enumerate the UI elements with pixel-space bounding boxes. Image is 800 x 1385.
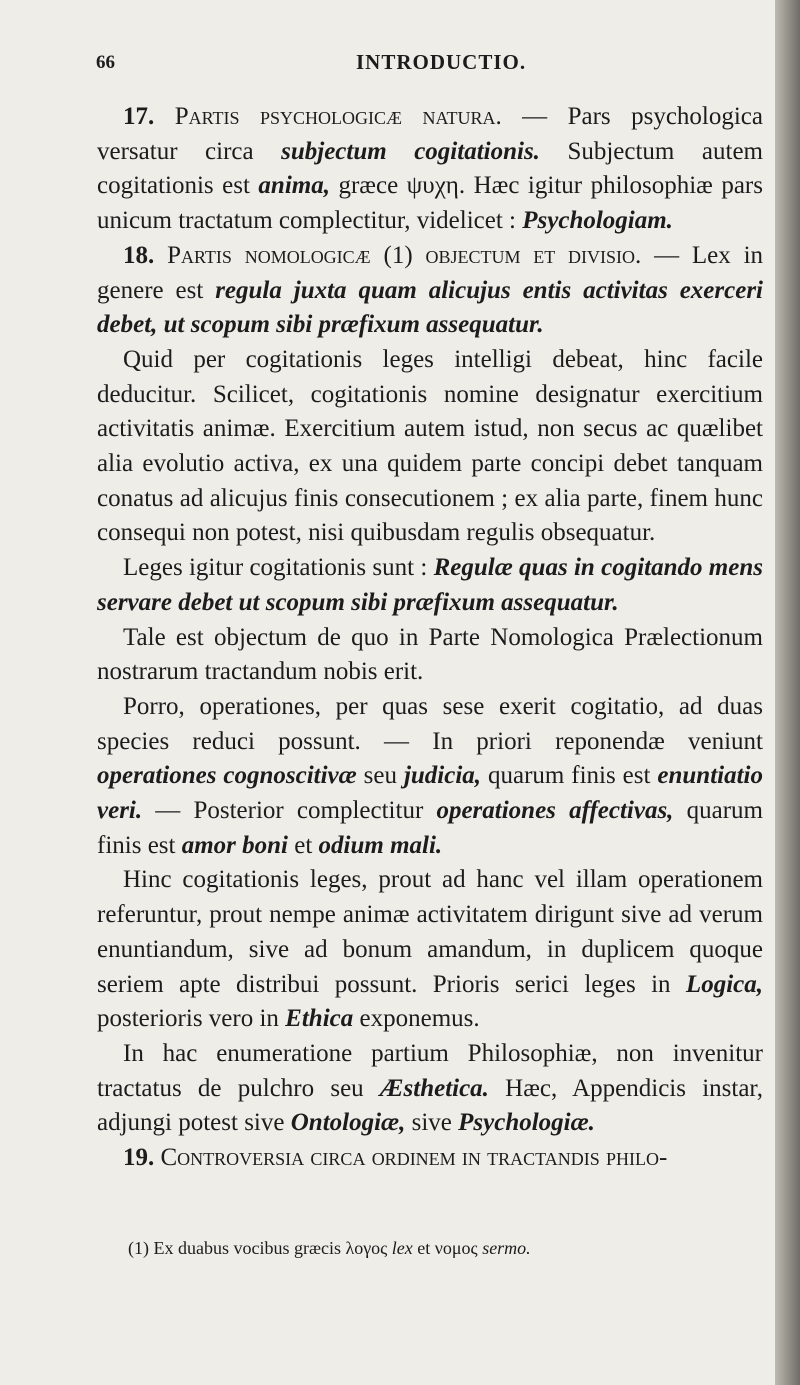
text: (1) Ex duabus vocibus græcis λογος xyxy=(128,1238,392,1258)
section-17 xyxy=(97,100,763,239)
text: In hac enumeratione partium Philosophiæ, non invenitur tractatus de pulchro seu xyxy=(97,1039,763,1102)
italic-term: Logica, xyxy=(685,970,763,998)
italic-term: sermo. xyxy=(482,1238,531,1258)
page-body xyxy=(97,100,763,1176)
text: Hinc cogitationis leges, prout ad hanc vel illam operationem referuntur, prout nempe animæ activitatem dirigunt sive ad verum enuntiandum, sive ad bonum amandum, in duplicem quoque seriem apte distribui possunt. Prioris serici leges in xyxy=(97,866,763,998)
book-spine-shadow xyxy=(775,0,800,1385)
text: Porro, operationes, per quas sese exerit cogitatio, ad duas species reduci possunt. — In priori reponendæ veniunt xyxy=(97,692,763,755)
text: et νομος xyxy=(412,1238,483,1258)
paragraph: Quid per cogitationis leges intelligi debeat, hinc facile deducitur. Scilicet, cogitationis nomine designatur exercitium activitatis animæ. Exercitium autem istud, non secus ac quælibet alia evolutio activa, ex una quidem parte concipi debet tanquam conatus ad alicujus finis consecutionem ; ex alia parte, finem hunc consequi non potest, nisi quibusdam regulis obsequatur. xyxy=(97,345,763,547)
text: posterioris vero in xyxy=(97,1005,286,1033)
italic-term: anima, xyxy=(258,172,330,200)
dash: — xyxy=(501,103,568,130)
italic-term: Ethica xyxy=(285,1005,354,1033)
running-title: INTRODUCTIO. xyxy=(356,50,527,74)
italic-term: operationes cognoscitivæ xyxy=(97,762,357,790)
text: exponemus. xyxy=(353,1005,480,1033)
page-header xyxy=(96,46,736,80)
section-19 xyxy=(97,1141,763,1176)
paragraph xyxy=(97,863,763,1037)
italic-term: Regulæ quas in cogitando mens servare debet ut scopum sibi præfixum assequatur. xyxy=(97,554,763,616)
page-number: 66 xyxy=(96,52,115,73)
section-heading: Partis nomologicæ (1) objectum et divisio. xyxy=(167,241,642,269)
text: quarum finis est xyxy=(97,797,763,859)
text: quarum finis est xyxy=(481,762,658,790)
text: sive xyxy=(405,1109,459,1137)
paragraph xyxy=(97,690,763,864)
italic-term: Psychologiam. xyxy=(522,207,673,235)
section-number: 19. xyxy=(123,1144,155,1172)
paragraph xyxy=(97,1037,763,1141)
text: seu xyxy=(356,762,404,790)
italic-term: Ontologiæ, xyxy=(290,1109,406,1137)
italic-term: Æsthetica. xyxy=(379,1074,489,1102)
text: græce ψυχη. Hæc igitur philosophiæ pars unicum tractatum complectitur, videlicet : xyxy=(97,172,763,235)
dash: — xyxy=(641,241,692,269)
text: — Posterior complectitur xyxy=(142,797,437,825)
text: Lex in genere est xyxy=(97,241,764,304)
italic-term: enuntiatio veri. xyxy=(97,762,763,825)
italic-term: Psychologiæ. xyxy=(458,1109,595,1137)
paragraph: Tale est objectum de quo in Parte Nomologica Prælectionum nostrarum tractandum nobis erit. xyxy=(97,623,763,686)
section-number: 18. xyxy=(123,241,155,269)
italic-term: amor boni xyxy=(181,831,288,859)
text: Subjectum autem cogitationis est xyxy=(97,137,763,200)
section-number: 17. xyxy=(123,103,155,130)
paragraph xyxy=(97,551,763,620)
text: et xyxy=(288,831,319,859)
text: Leges igitur cogitationis sunt : xyxy=(123,554,434,582)
text: Pars psychologica versatur circa xyxy=(97,103,764,165)
text: Hæc, Appendicis instar, adjungi potest sive xyxy=(97,1074,764,1137)
italic-term: subjectum cogitationis. xyxy=(281,137,540,165)
section-18 xyxy=(97,239,763,343)
section-heading: Controversia circa ordinem in tractandis philo- xyxy=(160,1144,668,1172)
section-heading: Partis psychologicæ natura. xyxy=(174,103,502,130)
italic-term: judicia, xyxy=(403,762,482,790)
italic-term: odium mali. xyxy=(318,831,443,859)
italic-term: regula juxta quam alicujus entis activitas exerceri debet, ut scopum sibi præfixum assequatur. xyxy=(97,276,763,339)
footnote xyxy=(128,1236,748,1260)
italic-term: lex xyxy=(391,1238,413,1258)
italic-term: operationes affectivas, xyxy=(436,797,674,825)
